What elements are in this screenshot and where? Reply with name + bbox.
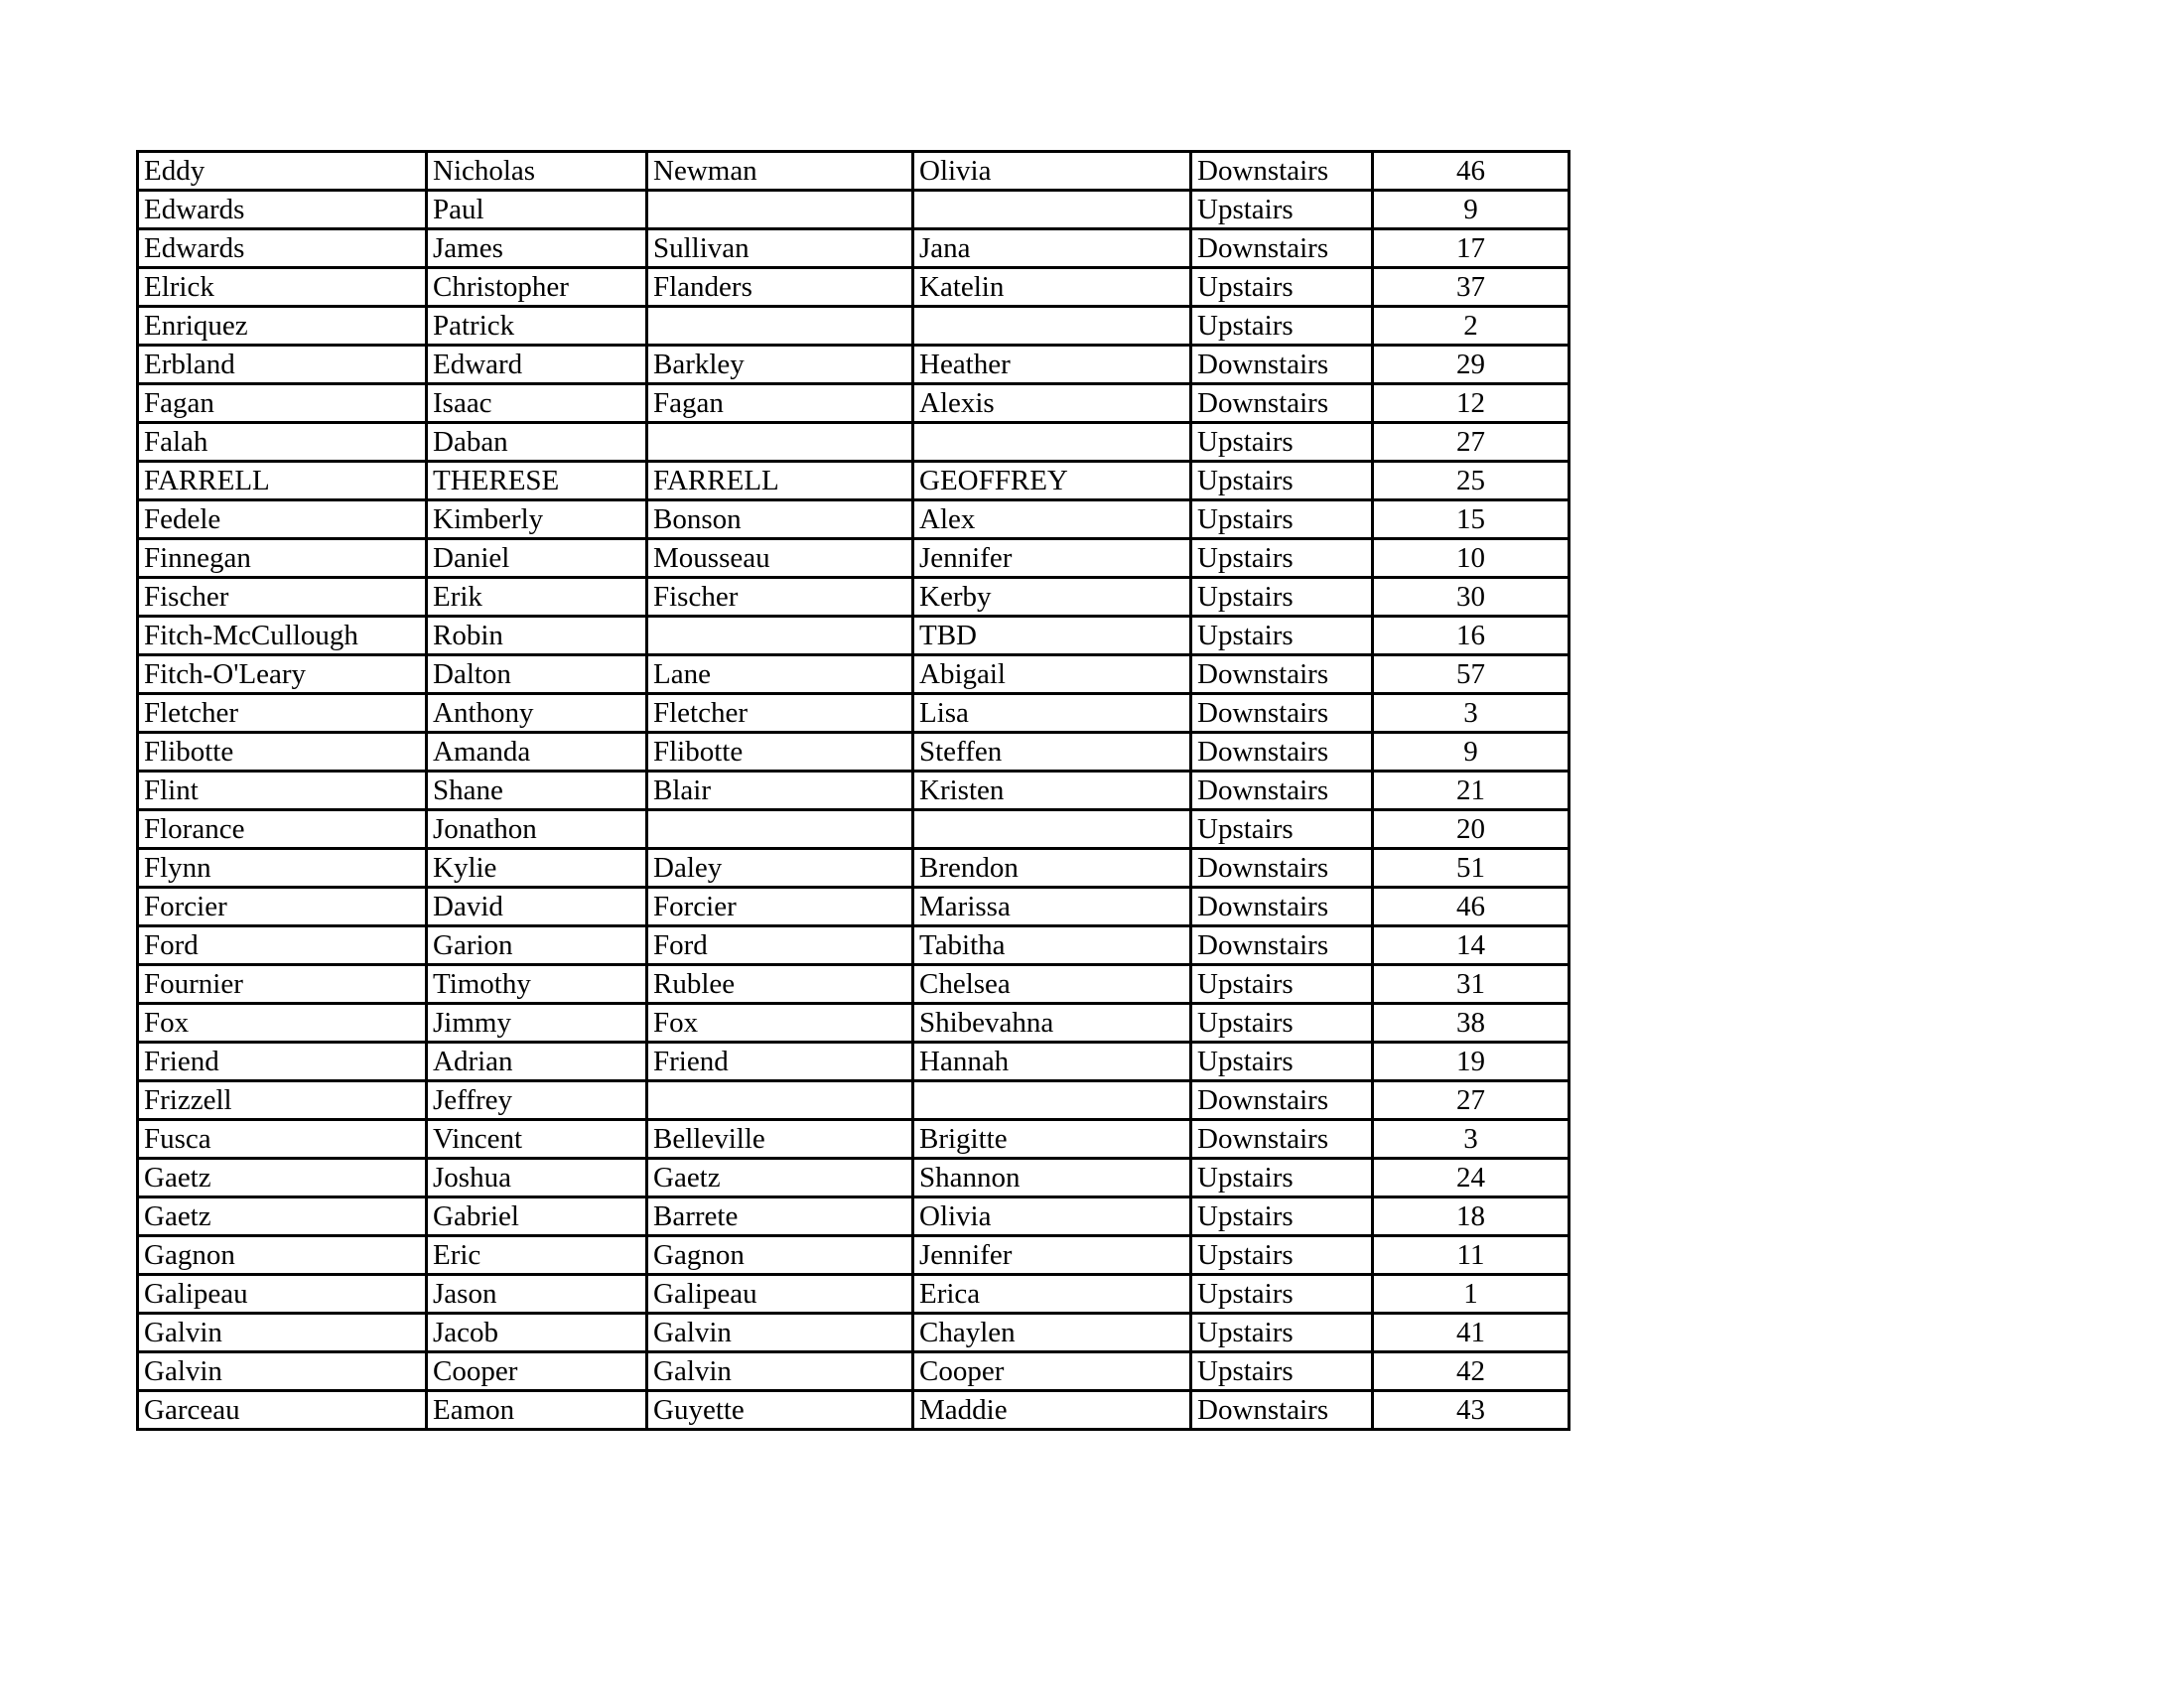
floor-cell: Upstairs: [1191, 539, 1373, 578]
table-row: [138, 191, 1570, 229]
floor-cell: Downstairs: [1191, 229, 1373, 268]
floor-cell: Upstairs: [1191, 1314, 1373, 1352]
last-name-cell: Fitch-McCullough: [138, 617, 427, 655]
table-row: [138, 229, 1570, 268]
table-number-cell: 17: [1373, 229, 1570, 268]
last-name-cell: Gagnon: [138, 1236, 427, 1275]
table-row: [138, 346, 1570, 384]
floor-cell: Upstairs: [1191, 578, 1373, 617]
first-name-cell: Amanda: [427, 733, 647, 772]
table-number-cell: 46: [1373, 888, 1570, 926]
floor-cell: Upstairs: [1191, 191, 1373, 229]
floor-cell: Downstairs: [1191, 384, 1373, 423]
floor-cell: Upstairs: [1191, 462, 1373, 500]
table-row: [138, 1081, 1570, 1120]
guest-last-name-cell: Belleville: [647, 1120, 913, 1159]
first-name-cell: Nicholas: [427, 152, 647, 191]
table-number-cell: 18: [1373, 1197, 1570, 1236]
table-row: [138, 1197, 1570, 1236]
floor-cell: Upstairs: [1191, 307, 1373, 346]
guest-last-name-cell: Sullivan: [647, 229, 913, 268]
guest-last-name-cell: FARRELL: [647, 462, 913, 500]
table-row: [138, 268, 1570, 307]
table-number-cell: 41: [1373, 1314, 1570, 1352]
guest-last-name-cell: Daley: [647, 849, 913, 888]
floor-cell: Upstairs: [1191, 1159, 1373, 1197]
guest-last-name-cell: Bonson: [647, 500, 913, 539]
first-name-cell: Eric: [427, 1236, 647, 1275]
table-number-cell: 11: [1373, 1236, 1570, 1275]
first-name-cell: Jason: [427, 1275, 647, 1314]
guest-first-name-cell: Steffen: [913, 733, 1191, 772]
table-number-cell: 3: [1373, 1120, 1570, 1159]
last-name-cell: Elrick: [138, 268, 427, 307]
first-name-cell: Dalton: [427, 655, 647, 694]
table-row: [138, 965, 1570, 1004]
guest-first-name-cell: Brigitte: [913, 1120, 1191, 1159]
first-name-cell: Isaac: [427, 384, 647, 423]
guest-first-name-cell: [913, 307, 1191, 346]
first-name-cell: Edward: [427, 346, 647, 384]
guest-first-name-cell: [913, 810, 1191, 849]
table-row: [138, 655, 1570, 694]
table-row: [138, 617, 1570, 655]
table-number-cell: 15: [1373, 500, 1570, 539]
table-row: [138, 849, 1570, 888]
guest-last-name-cell: [647, 810, 913, 849]
first-name-cell: THERESE: [427, 462, 647, 500]
last-name-cell: Garceau: [138, 1391, 427, 1430]
last-name-cell: Frizzell: [138, 1081, 427, 1120]
last-name-cell: Fournier: [138, 965, 427, 1004]
first-name-cell: Kylie: [427, 849, 647, 888]
guest-last-name-cell: Friend: [647, 1043, 913, 1081]
table-number-cell: 9: [1373, 733, 1570, 772]
guest-first-name-cell: Shibevahna: [913, 1004, 1191, 1043]
guest-first-name-cell: Olivia: [913, 1197, 1191, 1236]
first-name-cell: Erik: [427, 578, 647, 617]
table-number-cell: 29: [1373, 346, 1570, 384]
first-name-cell: Shane: [427, 772, 647, 810]
table-number-cell: 9: [1373, 191, 1570, 229]
table-number-cell: 51: [1373, 849, 1570, 888]
last-name-cell: Galvin: [138, 1314, 427, 1352]
guest-first-name-cell: [913, 1081, 1191, 1120]
table-row: [138, 152, 1570, 191]
guest-last-name-cell: Blair: [647, 772, 913, 810]
floor-cell: Upstairs: [1191, 268, 1373, 307]
first-name-cell: Kimberly: [427, 500, 647, 539]
last-name-cell: Edwards: [138, 191, 427, 229]
guest-first-name-cell: Erica: [913, 1275, 1191, 1314]
table-number-cell: 16: [1373, 617, 1570, 655]
first-name-cell: Jeffrey: [427, 1081, 647, 1120]
floor-cell: Upstairs: [1191, 1275, 1373, 1314]
first-name-cell: James: [427, 229, 647, 268]
table-row: [138, 1159, 1570, 1197]
table-row: [138, 1352, 1570, 1391]
table-number-cell: 42: [1373, 1352, 1570, 1391]
guest-last-name-cell: Mousseau: [647, 539, 913, 578]
seating-table: [136, 150, 1570, 1431]
guest-first-name-cell: Jennifer: [913, 539, 1191, 578]
guest-first-name-cell: Hannah: [913, 1043, 1191, 1081]
table-row: [138, 1275, 1570, 1314]
table-number-cell: 37: [1373, 268, 1570, 307]
table-number-cell: 30: [1373, 578, 1570, 617]
floor-cell: Upstairs: [1191, 1043, 1373, 1081]
guest-first-name-cell: Kerby: [913, 578, 1191, 617]
first-name-cell: Jonathon: [427, 810, 647, 849]
guest-last-name-cell: [647, 191, 913, 229]
guest-first-name-cell: [913, 191, 1191, 229]
guest-last-name-cell: Guyette: [647, 1391, 913, 1430]
first-name-cell: Adrian: [427, 1043, 647, 1081]
table-number-cell: 14: [1373, 926, 1570, 965]
last-name-cell: Flibotte: [138, 733, 427, 772]
first-name-cell: Cooper: [427, 1352, 647, 1391]
guest-last-name-cell: Flibotte: [647, 733, 913, 772]
table-row: [138, 1004, 1570, 1043]
last-name-cell: Flynn: [138, 849, 427, 888]
guest-first-name-cell: TBD: [913, 617, 1191, 655]
guest-last-name-cell: [647, 307, 913, 346]
table-row: [138, 500, 1570, 539]
first-name-cell: Robin: [427, 617, 647, 655]
last-name-cell: Fedele: [138, 500, 427, 539]
first-name-cell: Daniel: [427, 539, 647, 578]
table-row: [138, 694, 1570, 733]
floor-cell: Downstairs: [1191, 655, 1373, 694]
guest-last-name-cell: Barrete: [647, 1197, 913, 1236]
guest-first-name-cell: Alex: [913, 500, 1191, 539]
table-row: [138, 1043, 1570, 1081]
table-row: [138, 1391, 1570, 1430]
floor-cell: Downstairs: [1191, 1391, 1373, 1430]
guest-last-name-cell: [647, 423, 913, 462]
table-number-cell: 27: [1373, 423, 1570, 462]
floor-cell: Upstairs: [1191, 965, 1373, 1004]
guest-first-name-cell: Heather: [913, 346, 1191, 384]
guest-last-name-cell: Fox: [647, 1004, 913, 1043]
table-number-cell: 1: [1373, 1275, 1570, 1314]
table-number-cell: 10: [1373, 539, 1570, 578]
guest-last-name-cell: [647, 1081, 913, 1120]
floor-cell: Upstairs: [1191, 810, 1373, 849]
last-name-cell: Fitch-O'Leary: [138, 655, 427, 694]
last-name-cell: Eddy: [138, 152, 427, 191]
first-name-cell: Daban: [427, 423, 647, 462]
guest-first-name-cell: Cooper: [913, 1352, 1191, 1391]
floor-cell: Upstairs: [1191, 1197, 1373, 1236]
table-number-cell: 3: [1373, 694, 1570, 733]
last-name-cell: Galvin: [138, 1352, 427, 1391]
last-name-cell: Friend: [138, 1043, 427, 1081]
floor-cell: Upstairs: [1191, 1352, 1373, 1391]
first-name-cell: Gabriel: [427, 1197, 647, 1236]
floor-cell: Downstairs: [1191, 152, 1373, 191]
first-name-cell: Joshua: [427, 1159, 647, 1197]
last-name-cell: Forcier: [138, 888, 427, 926]
floor-cell: Upstairs: [1191, 500, 1373, 539]
guest-last-name-cell: Flanders: [647, 268, 913, 307]
table-row: [138, 462, 1570, 500]
guest-first-name-cell: [913, 423, 1191, 462]
table-number-cell: 46: [1373, 152, 1570, 191]
last-name-cell: Erbland: [138, 346, 427, 384]
guest-first-name-cell: Kristen: [913, 772, 1191, 810]
last-name-cell: Enriquez: [138, 307, 427, 346]
first-name-cell: Patrick: [427, 307, 647, 346]
floor-cell: Downstairs: [1191, 849, 1373, 888]
table-number-cell: 43: [1373, 1391, 1570, 1430]
table-row: [138, 888, 1570, 926]
table-number-cell: 31: [1373, 965, 1570, 1004]
table-row: [138, 1314, 1570, 1352]
guest-last-name-cell: Fagan: [647, 384, 913, 423]
table-number-cell: 24: [1373, 1159, 1570, 1197]
guest-last-name-cell: Fischer: [647, 578, 913, 617]
floor-cell: Downstairs: [1191, 888, 1373, 926]
guest-first-name-cell: Maddie: [913, 1391, 1191, 1430]
table-row: [138, 926, 1570, 965]
floor-cell: Upstairs: [1191, 1004, 1373, 1043]
table-number-cell: 2: [1373, 307, 1570, 346]
floor-cell: Downstairs: [1191, 1081, 1373, 1120]
last-name-cell: Flint: [138, 772, 427, 810]
floor-cell: Downstairs: [1191, 772, 1373, 810]
guest-first-name-cell: Jana: [913, 229, 1191, 268]
guest-last-name-cell: Rublee: [647, 965, 913, 1004]
last-name-cell: Fletcher: [138, 694, 427, 733]
guest-first-name-cell: Lisa: [913, 694, 1191, 733]
table-row: [138, 307, 1570, 346]
guest-last-name-cell: Galvin: [647, 1314, 913, 1352]
floor-cell: Downstairs: [1191, 346, 1373, 384]
table-body: [138, 152, 1570, 1430]
table-number-cell: 57: [1373, 655, 1570, 694]
table-row: [138, 733, 1570, 772]
guest-last-name-cell: Newman: [647, 152, 913, 191]
guest-last-name-cell: Fletcher: [647, 694, 913, 733]
first-name-cell: Christopher: [427, 268, 647, 307]
guest-last-name-cell: Gaetz: [647, 1159, 913, 1197]
last-name-cell: Finnegan: [138, 539, 427, 578]
guest-last-name-cell: [647, 617, 913, 655]
table-row: [138, 1236, 1570, 1275]
first-name-cell: David: [427, 888, 647, 926]
table-row: [138, 539, 1570, 578]
floor-cell: Upstairs: [1191, 617, 1373, 655]
table-number-cell: 25: [1373, 462, 1570, 500]
last-name-cell: Fox: [138, 1004, 427, 1043]
guest-first-name-cell: Chaylen: [913, 1314, 1191, 1352]
last-name-cell: Fusca: [138, 1120, 427, 1159]
table-number-cell: 20: [1373, 810, 1570, 849]
floor-cell: Downstairs: [1191, 926, 1373, 965]
guest-first-name-cell: Katelin: [913, 268, 1191, 307]
last-name-cell: Florance: [138, 810, 427, 849]
first-name-cell: Eamon: [427, 1391, 647, 1430]
guest-last-name-cell: Lane: [647, 655, 913, 694]
guest-first-name-cell: Chelsea: [913, 965, 1191, 1004]
first-name-cell: Garion: [427, 926, 647, 965]
last-name-cell: Gaetz: [138, 1159, 427, 1197]
table-number-cell: 12: [1373, 384, 1570, 423]
guest-first-name-cell: Jennifer: [913, 1236, 1191, 1275]
first-name-cell: Paul: [427, 191, 647, 229]
first-name-cell: Timothy: [427, 965, 647, 1004]
table-row: [138, 384, 1570, 423]
last-name-cell: Fagan: [138, 384, 427, 423]
last-name-cell: Ford: [138, 926, 427, 965]
table-number-cell: 19: [1373, 1043, 1570, 1081]
guest-first-name-cell: Abigail: [913, 655, 1191, 694]
table-number-cell: 38: [1373, 1004, 1570, 1043]
floor-cell: Downstairs: [1191, 733, 1373, 772]
first-name-cell: Jimmy: [427, 1004, 647, 1043]
first-name-cell: Jacob: [427, 1314, 647, 1352]
guest-first-name-cell: GEOFFREY: [913, 462, 1191, 500]
last-name-cell: Falah: [138, 423, 427, 462]
guest-last-name-cell: Barkley: [647, 346, 913, 384]
floor-cell: Downstairs: [1191, 694, 1373, 733]
table-number-cell: 21: [1373, 772, 1570, 810]
floor-cell: Upstairs: [1191, 423, 1373, 462]
guest-first-name-cell: Brendon: [913, 849, 1191, 888]
first-name-cell: Anthony: [427, 694, 647, 733]
last-name-cell: Edwards: [138, 229, 427, 268]
guest-first-name-cell: Tabitha: [913, 926, 1191, 965]
last-name-cell: Gaetz: [138, 1197, 427, 1236]
table-number-cell: 27: [1373, 1081, 1570, 1120]
guest-last-name-cell: Galvin: [647, 1352, 913, 1391]
guest-last-name-cell: Gagnon: [647, 1236, 913, 1275]
guest-last-name-cell: Forcier: [647, 888, 913, 926]
guest-last-name-cell: Galipeau: [647, 1275, 913, 1314]
table-row: [138, 423, 1570, 462]
guest-first-name-cell: Alexis: [913, 384, 1191, 423]
last-name-cell: Galipeau: [138, 1275, 427, 1314]
table-row: [138, 810, 1570, 849]
first-name-cell: Vincent: [427, 1120, 647, 1159]
floor-cell: Downstairs: [1191, 1120, 1373, 1159]
last-name-cell: Fischer: [138, 578, 427, 617]
guest-first-name-cell: Marissa: [913, 888, 1191, 926]
floor-cell: Upstairs: [1191, 1236, 1373, 1275]
guest-first-name-cell: Olivia: [913, 152, 1191, 191]
table-row: [138, 772, 1570, 810]
last-name-cell: FARRELL: [138, 462, 427, 500]
table-row: [138, 1120, 1570, 1159]
table-row: [138, 578, 1570, 617]
guest-first-name-cell: Shannon: [913, 1159, 1191, 1197]
guest-last-name-cell: Ford: [647, 926, 913, 965]
